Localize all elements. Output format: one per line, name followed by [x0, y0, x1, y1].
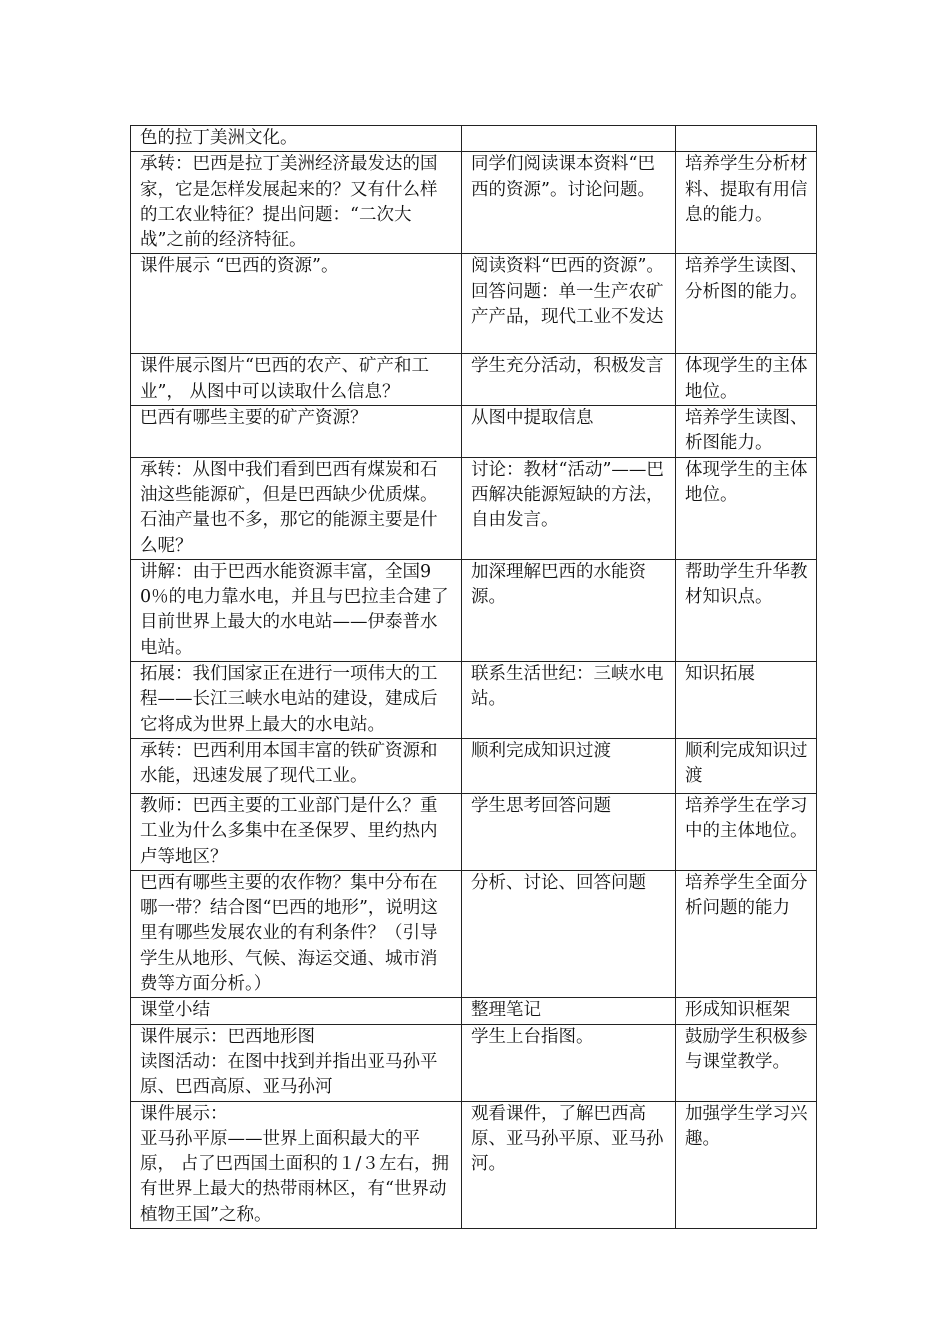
student-activity-cell	[462, 738, 676, 793]
table-row	[131, 1024, 817, 1101]
design-purpose-text: 帮助学生升华教材知识点。	[685, 561, 808, 608]
student-activity-text: 观看课件，了解巴西高原、亚马孙平原、亚马孙河。	[471, 1103, 664, 1175]
design-purpose-text: 鼓励学生积极参与课堂教学。	[685, 1026, 808, 1072]
teacher-activity-text: 色的拉丁美洲文化。	[140, 128, 298, 148]
teacher-activity-text: 拓展：我们国家正在进行一项伟大的工程——长江三峡水电站的建设，建成后它将成为世界上最大的水电站。	[140, 664, 438, 735]
student-activity-text: 分析、讨论、回答问题	[471, 872, 646, 893]
teacher-activity-cell	[131, 559, 462, 661]
design-purpose-text: 培养学生全面分析问题的能力	[685, 872, 808, 919]
student-activity-text: 联系生活世纪：三峡水电站。	[471, 664, 664, 710]
student-activity-text: 阅读资料“巴西的资源”。回答问题：单一生产农矿产产品，现代工业不发达	[471, 256, 664, 328]
student-activity-cell	[462, 998, 676, 1024]
design-purpose-text: 培养学生在学习中的主体地位。	[685, 795, 808, 842]
teacher-activity-text: 课件展示： 亚马孙平原——世界上面积最大的平原， 占了巴西国土面积的１/３左右，拥有世界上最大的热带雨林区，有“世界动植物王国”之称。	[140, 1103, 449, 1225]
teacher-activity-cell	[131, 354, 462, 406]
student-activity-text: 从图中提取信息	[471, 408, 594, 429]
table-row	[131, 254, 817, 354]
teacher-activity-cell	[131, 457, 462, 559]
student-activity-text: 顺利完成知识过渡	[471, 740, 611, 761]
table-row	[131, 152, 817, 254]
lesson-plan-body	[131, 126, 817, 1229]
table-row	[131, 662, 817, 739]
design-purpose-cell	[676, 457, 817, 559]
teacher-activity-cell	[131, 793, 462, 870]
table-row	[131, 354, 817, 406]
teacher-activity-cell	[131, 662, 462, 739]
student-activity-cell	[462, 152, 676, 254]
teacher-activity-text: 课堂小结	[140, 1000, 210, 1021]
teacher-activity-text: 教师：巴西主要的工业部门是什么？重工业为什么多集中在圣保罗、里约热内卢等地区？	[140, 795, 438, 867]
design-purpose-text: 体现学生的主体地位。	[685, 356, 808, 402]
table-row	[131, 1101, 817, 1228]
student-activity-text: 学生充分活动，积极发言	[471, 356, 664, 377]
student-activity-cell	[462, 126, 676, 152]
student-activity-cell	[462, 1101, 676, 1228]
design-purpose-text: 培养学生读图、析图能力。	[685, 408, 808, 454]
design-purpose-text: 培养学生读图、分析图的能力。	[685, 256, 808, 302]
table-row	[131, 559, 817, 661]
teacher-activity-text: 课件展示图片“巴西的农产、矿产和工业”， 从图中可以读取什么信息？	[140, 356, 429, 402]
design-purpose-cell	[676, 1024, 817, 1101]
student-activity-cell	[462, 354, 676, 406]
student-activity-cell	[462, 1024, 676, 1101]
teacher-activity-text: 承转：巴西利用本国丰富的铁矿资源和水能，迅速发展了现代工业。	[140, 740, 438, 787]
teacher-activity-text: 承转：从图中我们看到巴西有煤炭和石油这些能源矿，但是巴西缺少优质煤。石油产量也不多，那它的能源主要是什么呢？	[140, 459, 438, 556]
student-activity-cell	[462, 870, 676, 997]
design-purpose-cell	[676, 662, 817, 739]
teacher-activity-cell	[131, 738, 462, 793]
design-purpose-cell	[676, 152, 817, 254]
table-row	[131, 870, 817, 997]
design-purpose-text: 形成知识框架	[685, 1000, 790, 1021]
design-purpose-cell	[676, 738, 817, 793]
table-row	[131, 738, 817, 793]
design-purpose-cell	[676, 126, 817, 152]
design-purpose-cell	[676, 1101, 817, 1228]
student-activity-cell	[462, 559, 676, 661]
design-purpose-cell	[676, 870, 817, 997]
teacher-activity-text: 课件展示：巴西地形图 读图活动：在图中找到并指出亚马孙平原、巴西高原、亚马孙河	[140, 1026, 438, 1098]
design-purpose-cell	[676, 354, 817, 406]
teacher-activity-text: 课件展示 “巴西的资源”。	[140, 256, 339, 277]
teacher-activity-text: 巴西有哪些主要的农作物？集中分布在哪一带？结合图“巴西的地形”，说明这里有哪些发展农业的有利条件？（引导学生从地形、气候、海运交通、城市消费等方面分析。）	[140, 872, 438, 995]
table-row	[131, 793, 817, 870]
table-row	[131, 998, 817, 1024]
student-activity-cell	[462, 406, 676, 458]
teacher-activity-cell	[131, 998, 462, 1024]
teacher-activity-cell	[131, 254, 462, 354]
design-purpose-text: 知识拓展	[685, 664, 755, 685]
design-purpose-cell	[676, 793, 817, 870]
design-purpose-cell	[676, 254, 817, 354]
design-purpose-text: 加强学生学习兴趣。	[685, 1103, 808, 1149]
student-activity-text: 加深理解巴西的水能资源。	[471, 561, 646, 608]
teacher-activity-cell	[131, 870, 462, 997]
student-activity-cell	[462, 793, 676, 870]
teacher-activity-cell	[131, 1101, 462, 1228]
student-activity-cell	[462, 457, 676, 559]
table-row	[131, 457, 817, 559]
design-purpose-cell	[676, 998, 817, 1024]
design-purpose-text: 体现学生的主体地位。	[685, 459, 808, 505]
student-activity-cell	[462, 254, 676, 354]
student-activity-text: 学生思考回答问题	[471, 795, 611, 816]
student-activity-text: 讨论：教材“活动”——巴西解决能源短缺的方法，自由发言。	[471, 459, 664, 531]
teacher-activity-cell	[131, 126, 462, 152]
design-purpose-text: 顺利完成知识过渡	[685, 740, 808, 787]
teacher-activity-text: 承转：巴西是拉丁美洲经济最发达的国家，它是怎样发展起来的？又有什么样的工农业特征？提出问题：“二次大战”之前的经济特征。	[140, 154, 438, 251]
lesson-plan-table	[130, 125, 817, 1229]
teacher-activity-text: 讲解：由于巴西水能资源丰富，全国90％的电力靠水电，并且与巴拉圭合建了目前世界上最大的水电站——伊泰普水电站。	[140, 561, 449, 658]
design-purpose-text: 培养学生分析材料、提取有用信息的能力。	[685, 154, 808, 225]
teacher-activity-text: 巴西有哪些主要的矿产资源？	[140, 408, 368, 429]
teacher-activity-cell	[131, 152, 462, 254]
design-purpose-cell	[676, 406, 817, 458]
student-activity-text: 学生上台指图。	[471, 1026, 594, 1047]
table-row	[131, 406, 817, 458]
table-row	[131, 126, 817, 152]
design-purpose-cell	[676, 559, 817, 661]
student-activity-cell	[462, 662, 676, 739]
student-activity-text: 整理笔记	[471, 1000, 541, 1021]
student-activity-text: 同学们阅读课本资料“巴西的资源”。讨论问题。	[471, 154, 655, 200]
teacher-activity-cell	[131, 1024, 462, 1101]
teacher-activity-cell	[131, 406, 462, 458]
